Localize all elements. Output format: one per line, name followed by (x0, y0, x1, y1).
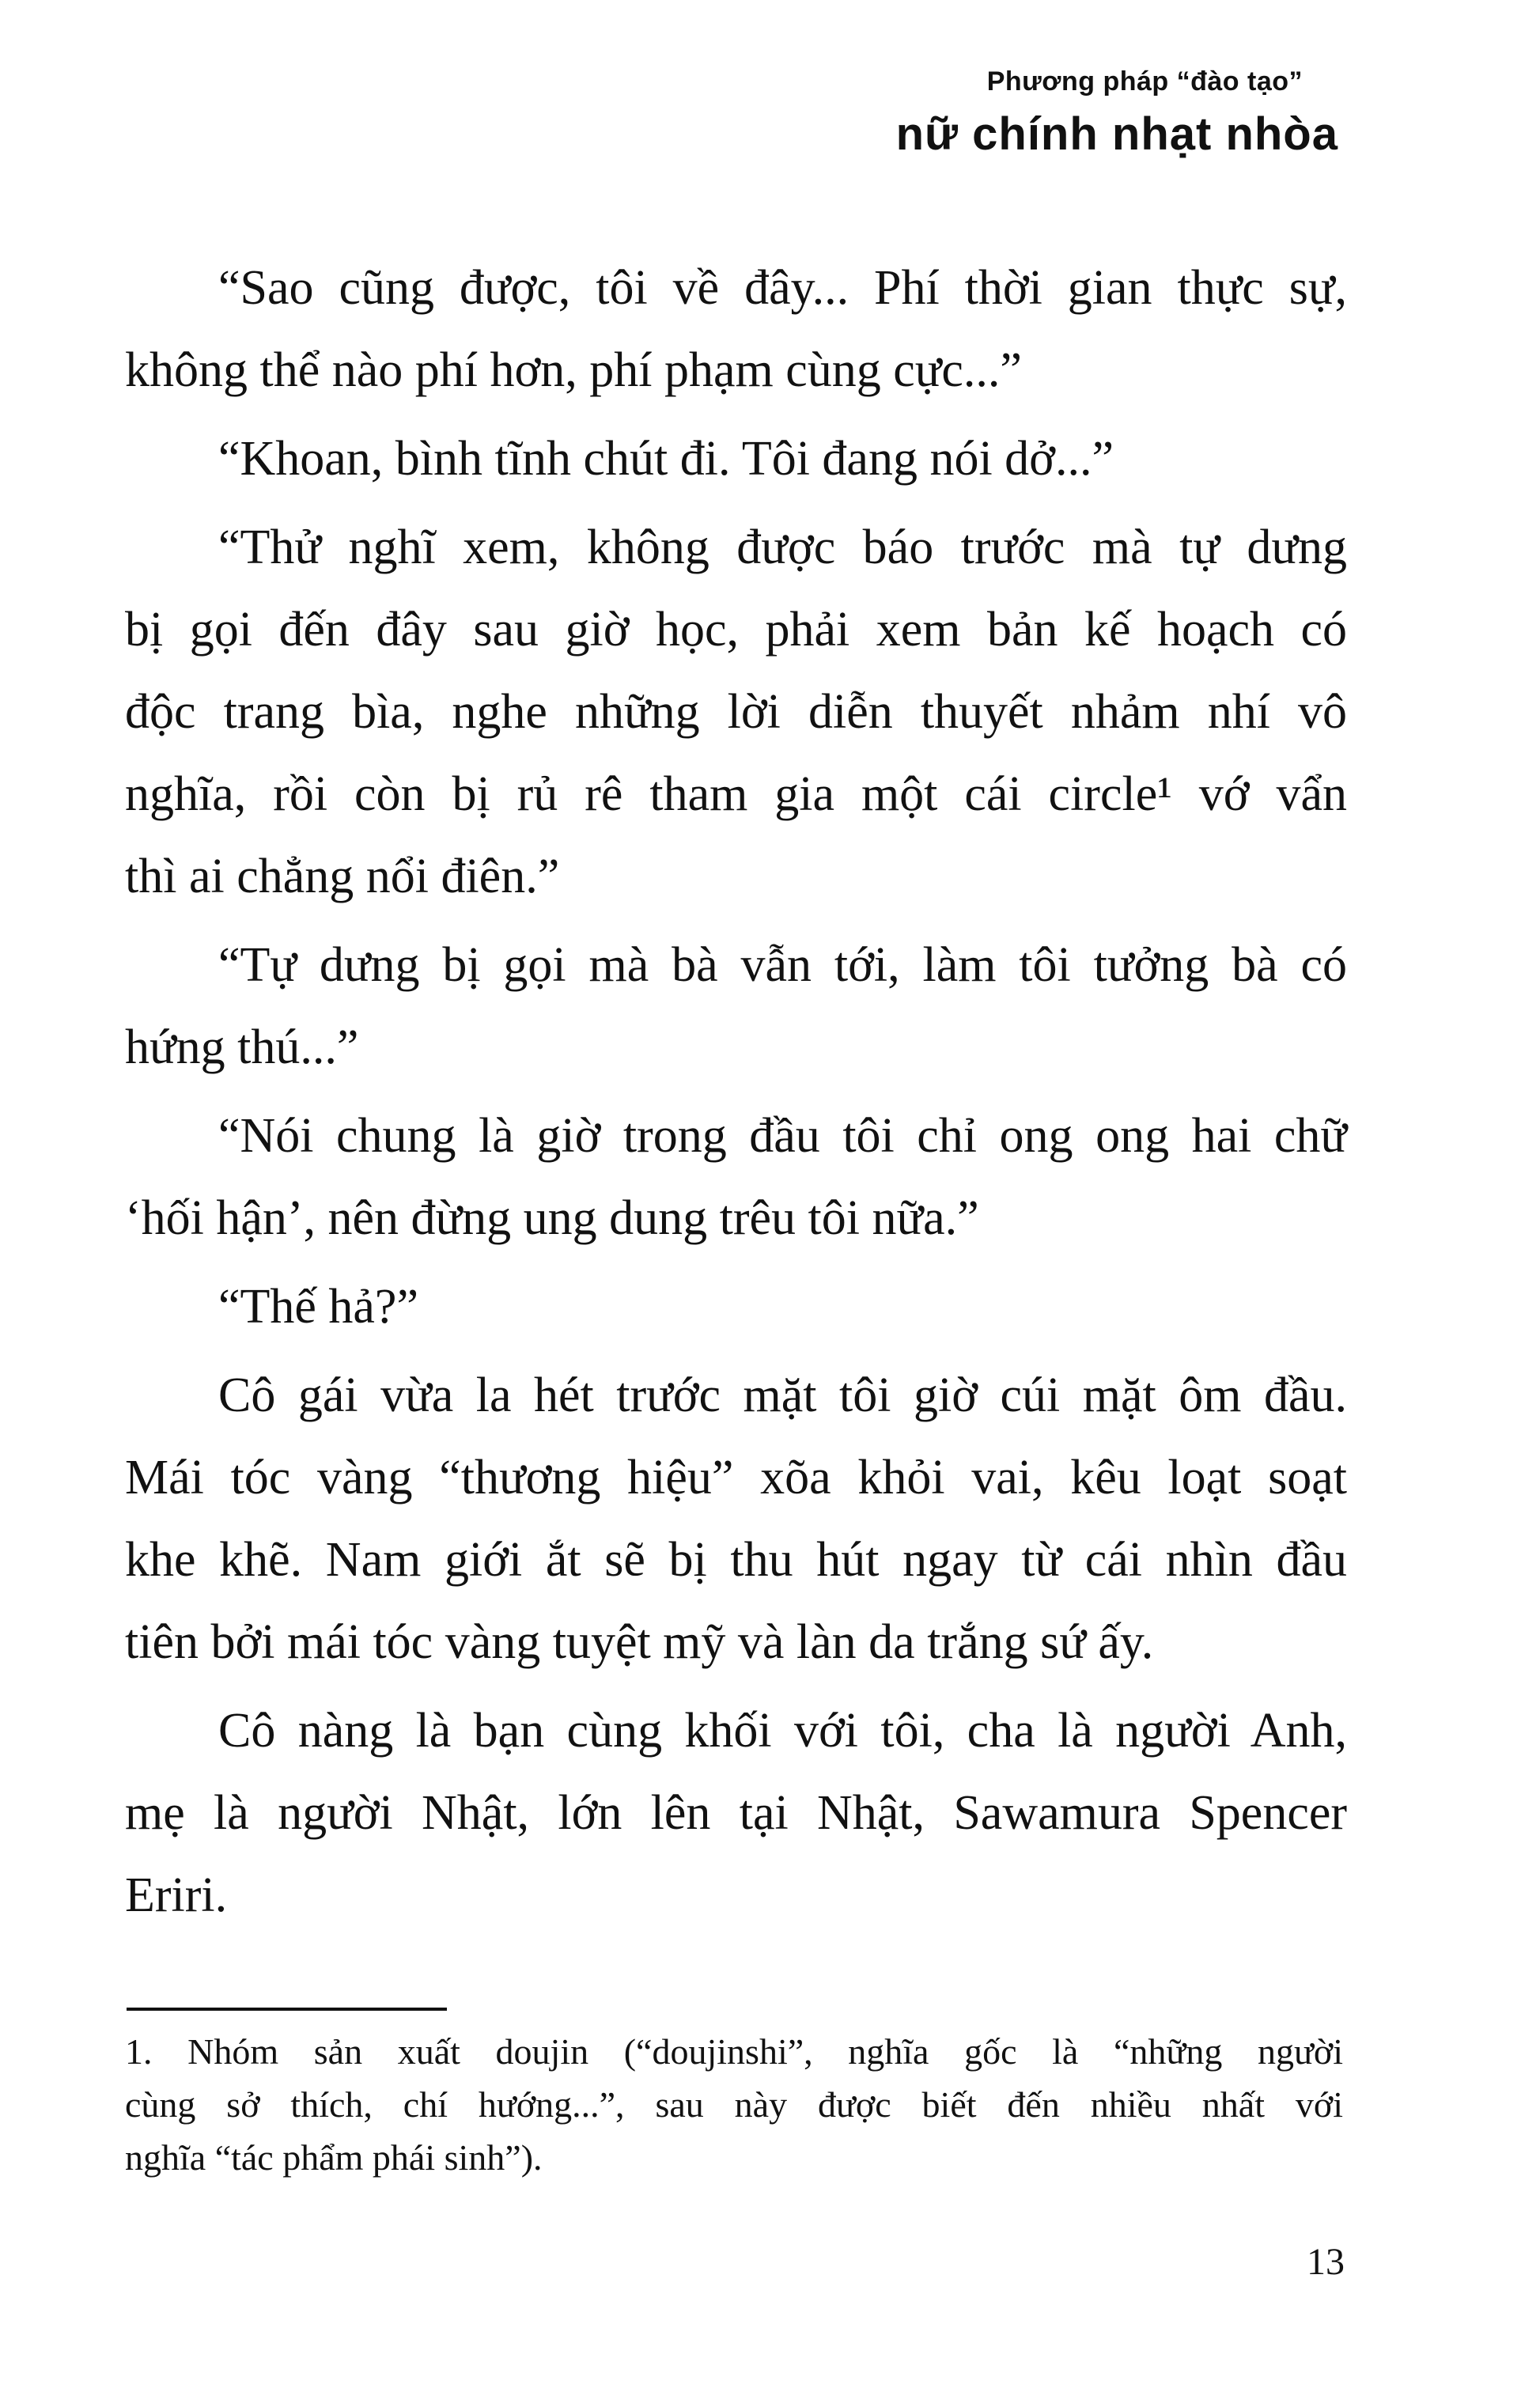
body-text (125, 247, 1347, 1943)
text-line: không thể nào phí hơn, phí phạm cùng cực...” (125, 343, 1022, 397)
footnote-line: cùng sở thích, chí hướng...”, sau này được biết đến nhiều nhất với (125, 2084, 1343, 2125)
text-line: “Sao cũng được, tôi về đây... Phí thời gian thực sự, (218, 261, 1347, 315)
text-line: Eriri. (125, 1868, 228, 1922)
text-line: khe khẽ. Nam giới ắt sẽ bị thu hút ngay từ cái nhìn đầu (125, 1533, 1347, 1587)
text-line: Cô nàng là bạn cùng khối với tôi, cha là người Anh, (218, 1704, 1347, 1758)
footnote-rule (127, 2008, 447, 2011)
paragraph (125, 506, 1347, 918)
text-line: độc trang bìa, nghe những lời diễn thuyết nhảm nhí vô (125, 685, 1347, 739)
paragraph (125, 1690, 1347, 1936)
paragraph (125, 1354, 1347, 1683)
running-header-title: nữ chính nhạt nhòa (895, 108, 1338, 160)
page-number: 13 (1307, 2241, 1345, 2283)
running-header-series: Phương pháp “đào tạo” (986, 66, 1303, 97)
text-line: “Thử nghĩ xem, không được báo trước mà tự dưng (218, 520, 1347, 574)
text-line: “Tự dưng bị gọi mà bà vẫn tới, làm tôi tưởng bà có (218, 938, 1347, 992)
paragraph (125, 1095, 1347, 1259)
footnote-line: 1. Nhóm sản xuất doujin (“doujinshi”, nghĩa gốc là “những người (125, 2031, 1343, 2072)
text-line: “Nói chung là giờ trong đầu tôi chỉ ong ong hai chữ (218, 1109, 1347, 1163)
text-line: Mái tóc vàng “thương hiệu” xõa khỏi vai, kêu loạt soạt (125, 1451, 1347, 1504)
text-line: Cô gái vừa la hét trước mặt tôi giờ cúi mặt ôm đầu. (218, 1368, 1347, 1422)
paragraph (125, 924, 1347, 1088)
paragraph (125, 1266, 1347, 1348)
text-line: thì ai chẳng nổi điên.” (125, 850, 560, 903)
footnote-line: nghĩa “tác phẩm phái sinh”). (125, 2137, 543, 2178)
text-line: mẹ là người Nhật, lớn lên tại Nhật, Sawamura Spencer (125, 1786, 1347, 1840)
paragraph (125, 247, 1347, 411)
footnote (125, 2025, 1343, 2184)
text-line: “Thế hả?” (218, 1280, 418, 1334)
text-line: hứng thú...” (125, 1020, 359, 1074)
text-line: bị gọi đến đây sau giờ học, phải xem bản kế hoạch có (125, 603, 1347, 657)
text-line: tiên bởi mái tóc vàng tuyệt mỹ và làn da trắng sứ ấy. (125, 1615, 1154, 1669)
text-line: nghĩa, rồi còn bị rủ rê tham gia một cái circle¹ vớ vẩn (125, 767, 1347, 821)
text-line: “Khoan, bình tĩnh chút đi. Tôi đang nói dở...” (218, 432, 1114, 486)
paragraph (125, 418, 1347, 500)
text-line: ‘hối hận’, nên đừng ung dung trêu tôi nữa.” (125, 1191, 979, 1245)
